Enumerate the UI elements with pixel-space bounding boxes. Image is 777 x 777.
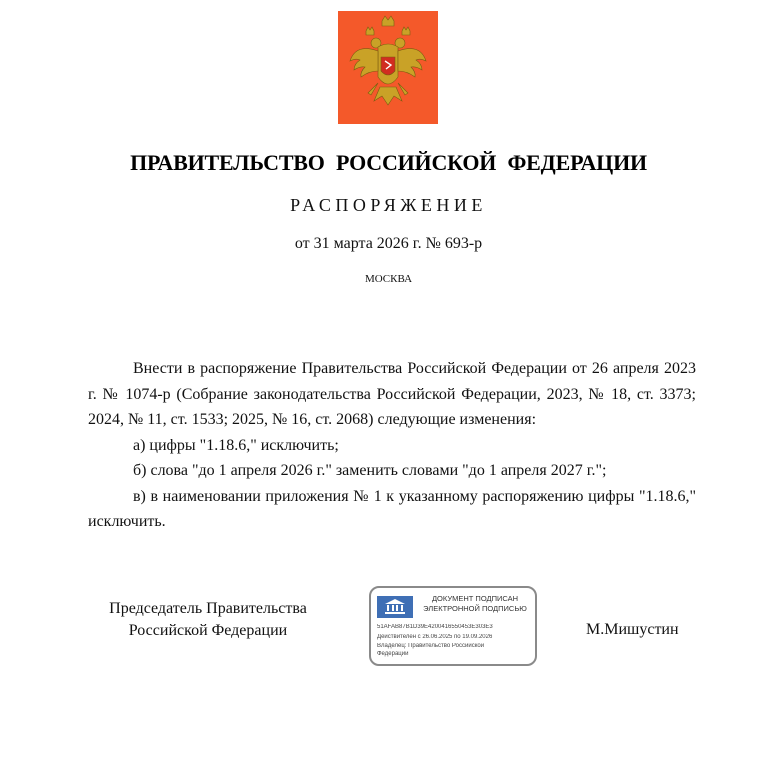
coat-of-arms-emblem — [338, 11, 438, 124]
electronic-signature-stamp — [369, 586, 537, 666]
signatory-position-line1: Председатель Правительства — [109, 600, 307, 617]
stamp-header-line2: ЭЛЕКТРОННОЙ ПОДПИСЬЮ — [423, 604, 527, 613]
document-city: МОСКВА — [364, 273, 413, 285]
stamp-owner-line1: Владелец: Правительство Российской — [377, 643, 485, 649]
government-building-icon — [377, 596, 413, 618]
stamp-serial: 51AFAB87B1D39E4200416550453E303E3 — [377, 624, 493, 630]
list-item-a: а) цифры "1.18.6," исключить; — [133, 436, 339, 454]
main-paragraph: Внести в распоряжение Правительства Российской Федерации от 26 апреля 2023 г. № 1074-р (Собрание законодательства Российской Федерации, 2023, № 18, ст. 3373; 2024, № 11, ст. 1533; 2025, № 16, ст. 2068) следующие изменения: — [88, 360, 696, 428]
stamp-header-line1: ДОКУМЕНТ ПОДПИСАН — [431, 594, 519, 603]
signatory-position — [88, 598, 328, 642]
list-item-c: в) в наименовании приложения № 1 к указанному распоряжению цифры "1.18.6," исключить. — [88, 487, 696, 530]
signatory-position-line2: Российской Федерации — [128, 622, 288, 639]
russian-coat-of-arms-icon — [338, 11, 438, 124]
government-title: ПРАВИТЕЛЬСТВО РОССИЙСКОЙ ФЕДЕРАЦИИ — [130, 150, 647, 175]
stamp-validity: Действителен с 26.06.2025 по 19.09.2026 — [377, 634, 493, 640]
list-item-b: б) слова "до 1 апреля 2026 г." заменить словами "до 1 апреля 2027 г."; — [133, 462, 607, 479]
document-date-number: от 31 марта 2026 г. № 693-р — [294, 235, 483, 252]
stamp-header — [417, 594, 533, 614]
stamp-owner-line2: Федерации — [377, 651, 409, 657]
signatory-name: М.Мишустин — [586, 621, 679, 638]
document-body — [88, 356, 696, 535]
document-type: РАСПОРЯЖЕНИЕ — [290, 195, 487, 215]
